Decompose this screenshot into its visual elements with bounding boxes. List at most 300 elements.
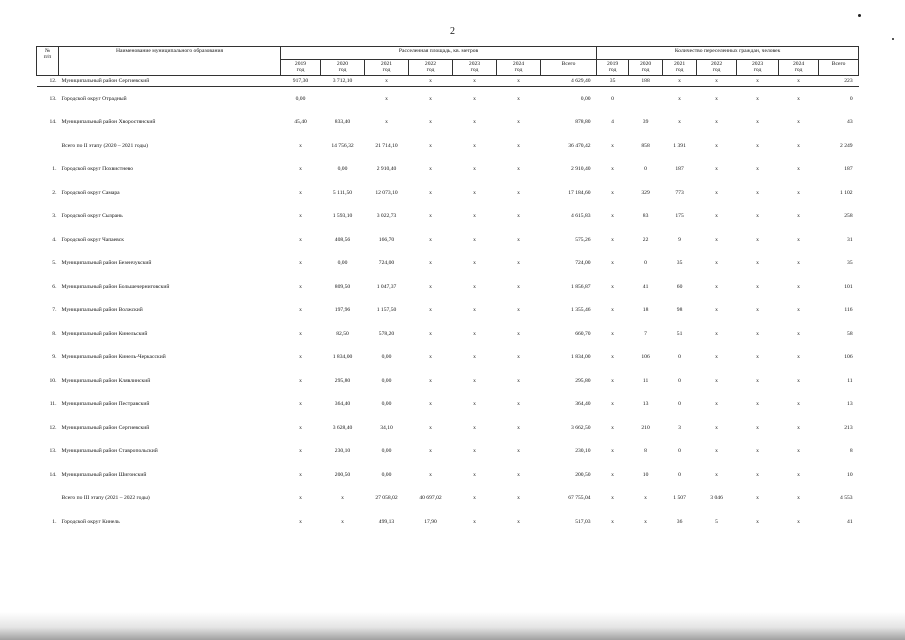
people-value-cell: 101 <box>844 283 853 290</box>
area-value-cell: х <box>517 424 520 431</box>
area-value-cell: 2 910,40 <box>571 166 591 173</box>
people-value-cell: х <box>715 424 718 431</box>
people-value-cell: 8 <box>849 448 853 455</box>
area-value-cell <box>321 86 365 110</box>
people-value-cell: 223 <box>844 77 853 84</box>
people-value-cell: 9 <box>678 236 681 243</box>
row-number: 13. <box>49 448 57 455</box>
people-value-cell: х <box>797 354 800 361</box>
area-value-cell: 408,56 <box>334 236 351 243</box>
area-value-cell: 4 629,40 <box>571 77 591 84</box>
area-value-cell: х <box>429 424 432 431</box>
people-value-cell: х <box>756 260 759 267</box>
area-value-cell: х <box>517 236 520 243</box>
people-value-cell: х <box>756 213 759 220</box>
header-area-year-6: Всего <box>541 60 597 76</box>
area-value-cell: х <box>473 77 476 84</box>
area-value-cell: х <box>341 518 344 525</box>
table-row <box>37 204 859 228</box>
area-value-cell: х <box>299 401 302 408</box>
row-municipality-name: Муниципальный район Хворостянский <box>61 119 156 126</box>
people-value-cell: 4 553 <box>840 495 853 502</box>
people-value-cell: х <box>715 166 718 173</box>
area-value-cell: х <box>299 236 302 243</box>
people-value-cell: х <box>715 95 718 102</box>
area-value-cell: 2 910,40 <box>376 166 397 173</box>
people-value-cell: х <box>715 213 718 220</box>
area-value-cell: 1 834,00 <box>571 354 591 361</box>
people-value-cell: х <box>611 213 614 220</box>
area-value-cell: 82,50 <box>336 330 349 337</box>
people-value-cell: 773 <box>675 189 684 196</box>
people-value-cell: 0 <box>644 166 647 173</box>
people-value-cell: х <box>611 307 614 314</box>
people-value-cell: 41 <box>642 283 649 290</box>
people-value-cell: х <box>715 236 718 243</box>
area-value-cell: х <box>517 77 520 84</box>
people-value-cell: х <box>797 166 800 173</box>
people-value-cell: х <box>797 307 800 314</box>
row-number: 14. <box>49 119 57 126</box>
table-row <box>37 75 859 86</box>
housing-resettlement-table-sheet <box>36 46 858 533</box>
people-value-cell: х <box>611 330 614 337</box>
people-value-cell: 7 <box>644 330 647 337</box>
area-value-cell: х <box>473 260 476 267</box>
row-number: 2. <box>52 189 57 196</box>
area-value-cell: 200,50 <box>575 471 591 478</box>
people-value-cell: х <box>797 119 800 126</box>
area-value-cell: х <box>429 166 432 173</box>
area-value-cell: 34,10 <box>380 424 393 431</box>
area-value-cell: 1 355,46 <box>571 307 591 314</box>
header-people-year-0: 2019 год <box>597 60 629 76</box>
people-value-cell: х <box>797 401 800 408</box>
row-number: 7. <box>52 307 57 314</box>
header-number: № п/п <box>37 47 59 76</box>
row-municipality-name: Муниципальный район Кинель-Черкасский <box>61 354 166 361</box>
people-value-cell: х <box>797 377 800 384</box>
area-value-cell: х <box>473 448 476 455</box>
area-value-cell: х <box>299 283 302 290</box>
header-people-year-2: 2021 год <box>663 60 697 76</box>
people-value-cell: 60 <box>676 283 683 290</box>
area-value-cell: 517,03 <box>575 518 591 525</box>
area-value-cell: х <box>429 95 432 102</box>
area-value-cell: х <box>429 119 432 126</box>
area-value-cell: 0,00 <box>580 95 591 102</box>
row-number <box>37 486 59 510</box>
people-value-cell: 39 <box>642 119 649 126</box>
people-value-cell: 329 <box>641 189 650 196</box>
table-header <box>37 47 859 76</box>
area-value-cell: 67 755,04 <box>568 495 591 502</box>
people-value-cell: 51 <box>676 330 683 337</box>
row-municipality-name: Городской округ Сызрань <box>61 213 123 220</box>
area-value-cell: х <box>429 236 432 243</box>
header-people-year-5: 2024 год <box>779 60 819 76</box>
row-municipality-name: Муниципальный район Волжский <box>61 307 143 314</box>
area-value-cell: х <box>299 495 302 502</box>
row-municipality-name: Муниципальный район Ставропольский <box>61 448 158 455</box>
header-area-group: Расселенная площадь, кв. метров <box>281 47 597 60</box>
area-value-cell: х <box>473 354 476 361</box>
area-value-cell: х <box>517 95 520 102</box>
area-value-cell: х <box>429 377 432 384</box>
area-value-cell: х <box>429 260 432 267</box>
people-value-cell <box>629 86 663 110</box>
scan-speck <box>892 38 894 40</box>
area-value-cell: 0,00 <box>337 260 348 267</box>
row-municipality-name: Городской округ Похвистнево <box>61 166 134 173</box>
area-value-cell: х <box>517 166 520 173</box>
area-value-cell: 0,00 <box>381 354 392 361</box>
header-people-year-6: Всего <box>819 60 859 76</box>
people-value-cell: х <box>611 236 614 243</box>
table-row <box>37 345 859 369</box>
people-value-cell: 0 <box>678 401 681 408</box>
area-value-cell: х <box>473 95 476 102</box>
area-value-cell: 917,30 <box>292 77 309 84</box>
area-value-cell: х <box>517 142 520 149</box>
area-value-cell: 4 615,83 <box>571 213 591 220</box>
area-value-cell: 3 662,50 <box>571 424 591 431</box>
area-value-cell: х <box>473 307 476 314</box>
people-value-cell: х <box>611 142 614 149</box>
people-value-cell: х <box>756 401 759 408</box>
area-value-cell: х <box>473 330 476 337</box>
area-value-cell: х <box>299 213 302 220</box>
people-value-cell: х <box>611 189 614 196</box>
people-value-cell: х <box>756 448 759 455</box>
row-number <box>37 134 59 158</box>
people-value-cell: х <box>797 236 800 243</box>
area-value-cell: х <box>473 471 476 478</box>
area-value-cell: 36 470,42 <box>568 142 591 149</box>
people-value-cell: 116 <box>844 307 853 314</box>
header-municipality-name: Наименование муниципального образования <box>59 47 281 76</box>
area-value-cell: х <box>517 307 520 314</box>
people-value-cell: х <box>715 189 718 196</box>
people-value-cell: х <box>644 495 647 502</box>
area-value-cell: 3 022,73 <box>376 213 397 220</box>
people-value-cell: х <box>678 77 681 84</box>
table-row <box>37 439 859 463</box>
people-value-cell: х <box>797 95 800 102</box>
area-value-cell: х <box>473 401 476 408</box>
people-value-cell: х <box>797 471 800 478</box>
people-value-cell: х <box>756 354 759 361</box>
people-value-cell: 106 <box>641 354 650 361</box>
area-value-cell: х <box>385 119 388 126</box>
row-number: 3. <box>52 213 57 220</box>
area-value-cell: 724,00 <box>575 260 591 267</box>
table-row <box>37 251 859 275</box>
area-value-cell: х <box>517 119 520 126</box>
table-row <box>37 86 859 110</box>
area-value-cell: 660,70 <box>575 330 591 337</box>
area-value-cell: х <box>517 471 520 478</box>
people-value-cell: х <box>756 236 759 243</box>
people-value-cell: х <box>756 189 759 196</box>
header-area-year-4: 2023 год <box>453 60 497 76</box>
area-value-cell: х <box>473 119 476 126</box>
area-value-cell: 724,00 <box>378 260 395 267</box>
people-value-cell: х <box>611 448 614 455</box>
people-value-cell: 4 <box>611 119 614 126</box>
row-number: 14. <box>49 471 57 478</box>
area-value-cell: 364,40 <box>334 401 351 408</box>
people-value-cell: х <box>611 260 614 267</box>
people-value-cell: х <box>611 424 614 431</box>
area-value-cell: х <box>299 142 302 149</box>
people-value-cell: 3 <box>678 424 681 431</box>
people-value-cell: 11 <box>642 377 649 384</box>
area-value-cell: х <box>473 236 476 243</box>
table-row <box>37 134 859 158</box>
header-area-year-2: 2021 год <box>365 60 409 76</box>
area-value-cell: 1 593,10 <box>332 213 353 220</box>
area-value-cell: х <box>517 448 520 455</box>
area-value-cell: 1 856,87 <box>571 283 591 290</box>
people-value-cell: х <box>715 119 718 126</box>
people-value-cell: х <box>756 166 759 173</box>
people-value-cell: 8 <box>644 448 647 455</box>
people-value-cell: 3 046 <box>710 495 723 502</box>
people-value-cell: х <box>611 471 614 478</box>
area-value-cell: 364,40 <box>575 401 591 408</box>
row-number: 12. <box>49 77 57 84</box>
row-number: 4. <box>52 236 57 243</box>
people-value-cell: 188 <box>641 77 650 84</box>
area-value-cell: х <box>517 401 520 408</box>
people-value-cell: 43 <box>847 119 853 126</box>
area-value-cell: 878,80 <box>575 119 591 126</box>
area-value-cell: 3 628,40 <box>332 424 353 431</box>
area-value-cell: 21 714,10 <box>375 142 398 149</box>
area-value-cell: 0,00 <box>295 95 306 102</box>
people-value-cell: 35 <box>676 260 683 267</box>
people-value-cell: х <box>797 77 800 84</box>
area-value-cell: 0,00 <box>381 377 392 384</box>
people-value-cell: х <box>715 377 718 384</box>
row-number: 13. <box>49 95 57 102</box>
people-value-cell: 858 <box>641 142 650 149</box>
table-row <box>37 181 859 205</box>
area-value-cell: х <box>473 142 476 149</box>
people-value-cell: х <box>756 495 759 502</box>
table-row <box>37 322 859 346</box>
area-value-cell: х <box>429 330 432 337</box>
people-value-cell: 11 <box>847 377 853 384</box>
row-number: 6. <box>52 283 57 290</box>
people-value-cell: х <box>797 260 800 267</box>
people-value-cell: 0 <box>611 95 614 102</box>
people-value-cell: х <box>756 77 759 84</box>
row-municipality-name: Всего по III этапу (2021 – 2022 годы) <box>61 495 150 502</box>
area-value-cell: х <box>299 166 302 173</box>
area-value-cell: 17,90 <box>424 518 437 525</box>
people-value-cell: 1 102 <box>840 189 853 196</box>
area-value-cell: х <box>517 518 520 525</box>
area-value-cell: 14 756,32 <box>331 142 354 149</box>
area-value-cell: х <box>517 189 520 196</box>
people-value-cell: 98 <box>676 307 683 314</box>
people-value-cell: х <box>611 354 614 361</box>
people-value-cell: х <box>797 189 800 196</box>
row-municipality-name: Муниципальный район Сергиевский <box>61 424 150 431</box>
people-value-cell: х <box>756 283 759 290</box>
table-row <box>37 298 859 322</box>
people-value-cell: х <box>756 307 759 314</box>
table-row <box>37 275 859 299</box>
people-value-cell: х <box>715 448 718 455</box>
people-value-cell: х <box>644 518 647 525</box>
area-value-cell: х <box>429 283 432 290</box>
people-value-cell: х <box>756 518 759 525</box>
people-value-cell: х <box>756 424 759 431</box>
people-value-cell: 187 <box>675 166 684 173</box>
area-value-cell: х <box>299 354 302 361</box>
people-value-cell: 22 <box>642 236 649 243</box>
people-value-cell: 83 <box>642 213 649 220</box>
area-value-cell: х <box>299 424 302 431</box>
resettlement-table <box>36 46 859 533</box>
area-value-cell: х <box>517 260 520 267</box>
people-value-cell: х <box>715 77 718 84</box>
area-value-cell: х <box>299 471 302 478</box>
area-value-cell: 295,80 <box>575 377 591 384</box>
people-value-cell: х <box>611 495 614 502</box>
area-value-cell: х <box>299 260 302 267</box>
row-municipality-name: Муниципальный район Безенчукский <box>61 260 152 267</box>
area-value-cell: х <box>429 471 432 478</box>
people-value-cell: х <box>797 142 800 149</box>
area-value-cell: х <box>473 518 476 525</box>
people-value-cell: х <box>756 142 759 149</box>
people-value-cell: х <box>797 283 800 290</box>
row-municipality-name: Всего по II этапу (2020 – 2021 годы) <box>61 142 148 149</box>
area-value-cell: 0,00 <box>381 471 392 478</box>
area-value-cell: х <box>473 213 476 220</box>
row-municipality-name: Городской округ Кинель <box>61 518 120 525</box>
people-value-cell: 18 <box>642 307 649 314</box>
people-value-cell: 0 <box>678 448 681 455</box>
people-value-cell: х <box>797 495 800 502</box>
area-value-cell: х <box>517 283 520 290</box>
area-value-cell: х <box>473 166 476 173</box>
area-value-cell: 230,10 <box>575 448 591 455</box>
row-number: 5. <box>52 260 57 267</box>
people-value-cell: 36 <box>676 518 683 525</box>
people-value-cell: 1 391 <box>673 142 686 149</box>
table-row <box>37 510 859 534</box>
area-value-cell: х <box>429 189 432 196</box>
area-value-cell: х <box>517 377 520 384</box>
area-value-cell: х <box>299 448 302 455</box>
area-value-cell: х <box>299 189 302 196</box>
people-value-cell: х <box>715 260 718 267</box>
people-value-cell: 0 <box>849 95 853 102</box>
people-value-cell: 13 <box>847 401 853 408</box>
area-value-cell: 40 697,02 <box>419 495 442 502</box>
area-value-cell: х <box>299 518 302 525</box>
scan-speck <box>858 14 861 17</box>
row-number: 10. <box>49 377 57 384</box>
people-value-cell: х <box>611 401 614 408</box>
people-value-cell: х <box>611 166 614 173</box>
area-value-cell: 0,00 <box>381 401 392 408</box>
area-value-cell: х <box>429 307 432 314</box>
table-row <box>37 416 859 440</box>
area-value-cell: 499,13 <box>378 518 395 525</box>
area-value-cell: 1 047,37 <box>376 283 397 290</box>
area-value-cell: 12 073,10 <box>375 189 398 196</box>
area-value-cell: х <box>429 354 432 361</box>
area-value-cell: 17 184,60 <box>568 189 591 196</box>
people-value-cell: 213 <box>844 424 853 431</box>
people-value-cell: 2 249 <box>840 142 853 149</box>
header-people-year-3: 2022 год <box>697 60 737 76</box>
table-row <box>37 369 859 393</box>
people-value-cell: х <box>715 401 718 408</box>
people-value-cell: 31 <box>847 236 853 243</box>
people-value-cell: х <box>715 142 718 149</box>
people-value-cell: 0 <box>678 354 681 361</box>
people-value-cell: 10 <box>847 471 853 478</box>
table-row <box>37 463 859 487</box>
area-value-cell: х <box>473 377 476 384</box>
row-municipality-name: Муниципальный район Кинельский <box>61 330 148 337</box>
area-value-cell: 575,26 <box>575 236 591 243</box>
people-value-cell: х <box>797 424 800 431</box>
people-value-cell: х <box>756 471 759 478</box>
people-value-cell: 258 <box>844 213 853 220</box>
area-value-cell: х <box>517 354 520 361</box>
area-value-cell: 0,00 <box>337 166 348 173</box>
people-value-cell: х <box>678 95 681 102</box>
area-value-cell: 45,40 <box>294 119 307 126</box>
people-value-cell: 35 <box>609 77 616 84</box>
area-value-cell: х <box>473 283 476 290</box>
row-municipality-name: Муниципальный район Пестравский <box>61 401 150 408</box>
area-value-cell: 230,10 <box>334 448 351 455</box>
area-value-cell: х <box>429 401 432 408</box>
people-value-cell: х <box>715 330 718 337</box>
area-value-cell: 1 834,00 <box>332 354 353 361</box>
people-value-cell: х <box>756 377 759 384</box>
people-value-cell: 41 <box>847 518 853 525</box>
page-number: 2 <box>450 26 455 37</box>
row-number: 1. <box>52 518 57 525</box>
people-value-cell: 58 <box>847 330 853 337</box>
area-value-cell: х <box>429 213 432 220</box>
people-value-cell: х <box>715 283 718 290</box>
area-value-cell: 200,50 <box>334 471 351 478</box>
area-value-cell: 295,80 <box>334 377 351 384</box>
area-value-cell: х <box>517 495 520 502</box>
area-value-cell: х <box>473 495 476 502</box>
area-value-cell: х <box>517 213 520 220</box>
people-value-cell: х <box>715 307 718 314</box>
area-value-cell: х <box>299 307 302 314</box>
people-value-cell: 106 <box>844 354 853 361</box>
row-number: 11. <box>49 401 57 408</box>
area-value-cell: 5 111,50 <box>332 189 353 196</box>
area-value-cell: х <box>429 142 432 149</box>
table-row <box>37 486 859 510</box>
area-value-cell: 27 058,02 <box>375 495 398 502</box>
